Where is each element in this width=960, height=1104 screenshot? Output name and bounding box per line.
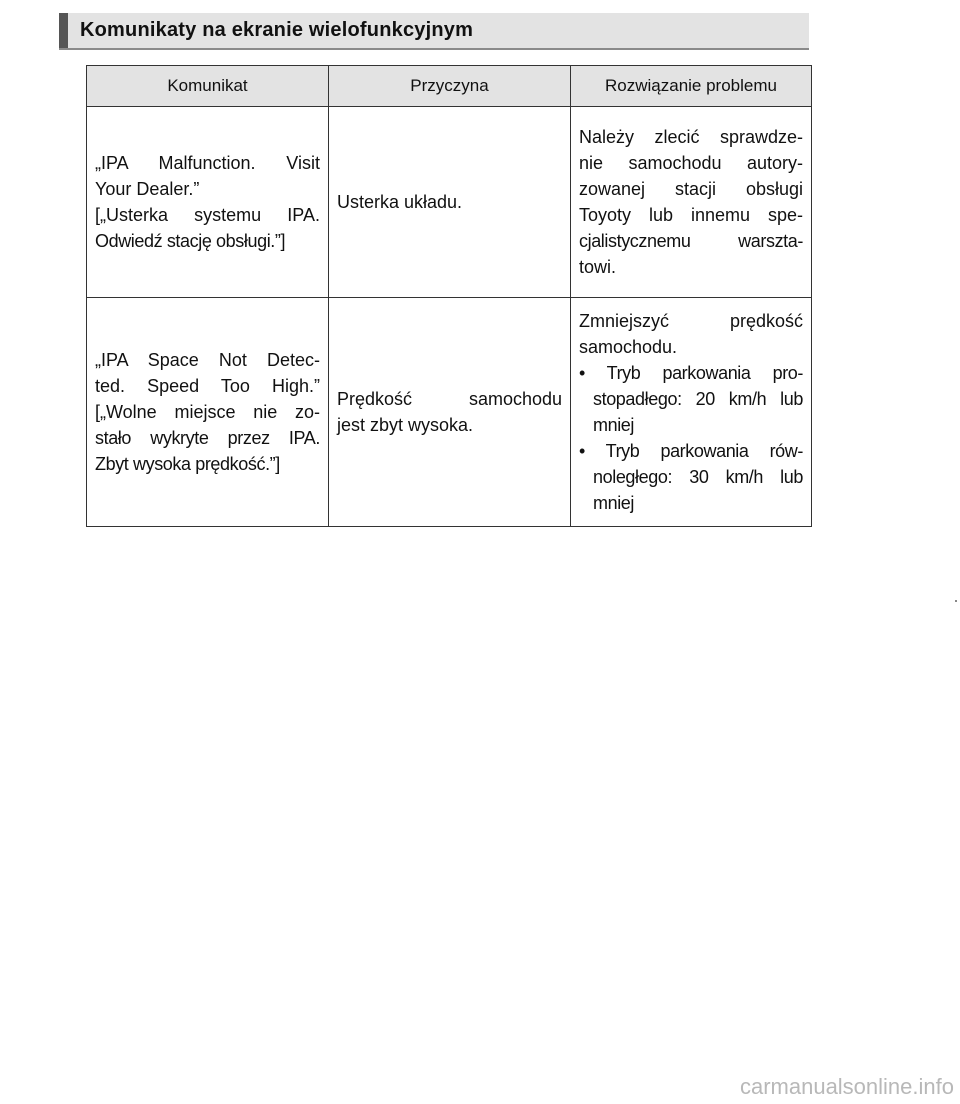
message-line: „IPA Malfunction. Visit [95, 153, 320, 173]
message-line: ted. Speed Too High.” [95, 376, 320, 396]
message-cell [87, 107, 329, 298]
message-line: [„Usterka systemu IPA. [95, 205, 320, 225]
table-header-row [87, 66, 812, 107]
message-line: [„Wolne miejsce nie zo- [95, 402, 320, 422]
header-cause: Przyczyna [329, 66, 571, 107]
solution-line: nie samochodu autory- [579, 153, 803, 173]
watermark: carmanualsonline.info [739, 1074, 954, 1099]
solution-line: zowanej stacji obsługi [579, 179, 803, 199]
solution-line: cjalistycznemu warszta- [579, 231, 803, 251]
solution-line: towi. [579, 257, 617, 277]
section-header-bar [59, 13, 68, 48]
solution-cell [571, 107, 812, 298]
solution-line: samochodu. [579, 337, 678, 357]
cause-line: jest zbyt wysoka. [337, 415, 474, 435]
solution-line: Należy zlecić sprawdze- [579, 127, 803, 147]
cause-line: Usterka układu. [337, 192, 463, 212]
solution-line: Zmniejszyć prędkość [579, 311, 803, 331]
header-solution: Rozwiązanie problemu [571, 66, 812, 107]
message-line: Zbyt wysoka prędkość.”] [95, 454, 280, 474]
solution-bullet: • Tryb parkowania rów-noległego: 30 km/h lub mniej [579, 441, 803, 513]
solution-bullet: • Tryb parkowania pro-stopadłego: 20 km/h lub mniej [579, 363, 803, 435]
message-line: „IPA Space Not Detec- [95, 350, 320, 370]
header-message: Komunikat [87, 66, 329, 107]
solution-cell [571, 298, 812, 527]
section-header [59, 13, 809, 50]
cause-cell [329, 298, 571, 527]
message-line: Odwiedź stację obsługi.”] [95, 231, 286, 251]
section-title: Komunikaty na ekranie wielofunkcyjnym [80, 19, 474, 41]
message-cell [87, 298, 329, 527]
table-row [87, 107, 812, 298]
solution-line: Toyoty lub innemu spe- [579, 205, 803, 225]
message-line: Your Dealer.” [95, 179, 200, 199]
stray-mark [955, 600, 957, 602]
table-row [87, 298, 812, 527]
cause-cell [329, 107, 571, 298]
cause-line: Prędkość samochodu [337, 389, 562, 409]
messages-table [86, 65, 812, 527]
message-line: stało wykryte przez IPA. [95, 428, 320, 448]
